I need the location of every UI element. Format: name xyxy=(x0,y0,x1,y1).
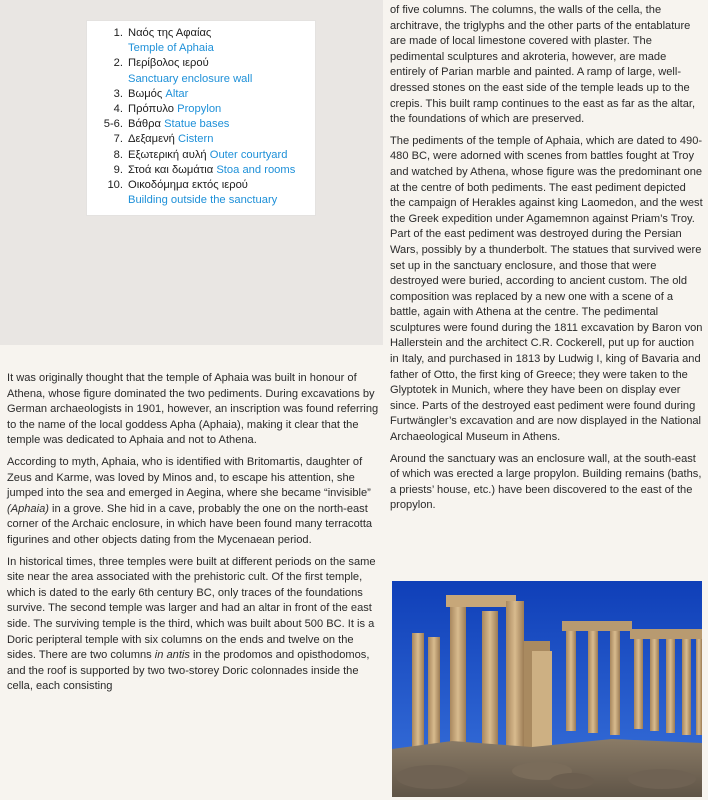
legend-greek-label: Περίβολος ιερού xyxy=(128,57,209,70)
legend-greek-label: Βωμός xyxy=(128,87,163,100)
plan-legend xyxy=(86,20,316,216)
legend-english-label: Outer courtyard xyxy=(209,148,288,161)
legend-text xyxy=(128,56,315,86)
legend-item xyxy=(101,26,315,56)
legend-item xyxy=(101,148,315,163)
site-plan-area xyxy=(0,0,383,345)
legend-english-label: Building outside the sanctuary xyxy=(128,194,278,207)
legend-number: 1. xyxy=(113,27,123,39)
legend-number: 5-6. xyxy=(103,118,123,131)
legend-item xyxy=(101,117,315,132)
italic-term: (Aphaia) xyxy=(7,502,49,515)
paragraph: Around the sanctuary was an enclosure wall, at the south-east of which was erected a large propylon. Building remains (baths, a priests’ house, etc.) have been discovered to the east of the propylon. xyxy=(390,452,702,512)
legend-number: 4. xyxy=(113,103,123,116)
text-run: in the prodomos and opisthodomos, and the roof is supported by two two-storey Doric colonnades inside the cella, each consisting xyxy=(7,649,370,693)
legend-item xyxy=(101,102,315,117)
legend-english-label: Temple of Aphaia xyxy=(128,42,214,55)
legend-text xyxy=(128,178,315,208)
legend-english-label: Stoa and rooms xyxy=(216,163,296,176)
legend-english-label: Propylon xyxy=(177,103,222,116)
legend-item xyxy=(101,163,315,178)
paragraph xyxy=(7,555,382,695)
legend-text xyxy=(128,117,315,132)
right-text-column xyxy=(390,3,704,520)
legend-english-label: Statue bases xyxy=(164,118,230,131)
legend-greek-label: Εξωτερική αυλή xyxy=(128,148,207,161)
legend-number: 9. xyxy=(113,163,123,176)
paragraph: of five columns. The columns, the walls of the cella, the architrave, the triglyphs and the other parts of the entablature are made of local limestone covered with plaster. The pedimental sculptures and akroteria, however, are made entirely of Parian marble and painted. A ramp of large, well-dressed stones on the east side of the temple leads up to the crepis. This built ramp continues to the east as far as the altar, the foundations of which are preserved. xyxy=(390,4,696,126)
text-run: In historical times, three temples were built at different periods on the same site near the area associated with the prehistoric cult. Of the first temple, which is dated to the early 6th century BC, only traces of the foundations survive. The second temple was larger and had an altar in front of the east side. The surviving temple is the third, which was built about 500 BC. It is a Doric peripteral temple with six columns on the ends and twelve on the sides. There are two columns xyxy=(7,555,376,662)
legend-greek-label: Ναός της Αφαίας xyxy=(128,27,212,39)
legend-english-label: Cistern xyxy=(178,133,214,146)
legend-text xyxy=(128,163,315,178)
left-text-column xyxy=(7,371,382,701)
legend-greek-label: Οικοδόμημα εκτός ιερού xyxy=(128,179,248,192)
paragraph: It was originally thought that the temple of Aphaia was built in honour of Athena, whose figure dominated the two pediments. During excavations by German archaeologists in 1901, however, an inscription was found referring to the name of the local goddess Apha (Aphaia), making it clear that the temple was dedicated to Aphaia and not to Athena. xyxy=(7,372,379,447)
legend-number: 2. xyxy=(113,57,123,70)
text-run: According to myth, Aphaia, who is identified with Britomartis, daughter of Zeus and Karme, was loved by Minos and, to escape his attention, she jumped into the sea and emerged in Aegina, where she became “invisible” xyxy=(7,455,371,500)
legend-item xyxy=(101,132,315,147)
legend-text xyxy=(128,26,315,56)
legend-text xyxy=(128,87,315,102)
legend-english-label: Sanctuary enclosure wall xyxy=(128,72,253,85)
temple-ruins-image xyxy=(392,581,702,797)
paragraph: The pediments of the temple of Aphaia, which are dated to 490-480 BC, were adorned with scenes from battles fought at Troy and watched by Athena, whose figure was the predominant one at the centre of both pediments. The east pediment depicted the campaign of Herakles against king Laomedon, and the west the Greek expedition under Agamemnon against Priam’s Troy. Part of the east pediment was destroyed during the Persian Wars, possibly by a thunderbolt. The statues that survived were set up in the sanctuary enclosure, and those that were destroyed were buried, according to ancient custom. The old composition was replaced by a new one with a scene of a battle, again with Athena at the centre. The pedimental sculptures were found during the 1811 excavation by Baron von Hallerstein and the architect C.R. Cockerell, put up for auction in Italy, and purchased in 1813 by Ludwig I, king of Bavaria and father of Otto, the first king of Greece; they were taken to the Glyptotek in Munich, where they have been on display ever since. Parts of the destroyed east pediment were found during Furtwängler’s excavation and are now displayed in the National Archaeological Museum in Athens. xyxy=(390,134,703,444)
legend-greek-label: Δεξαμενή xyxy=(128,133,175,146)
legend-greek-label: Στοά και δωμάτια xyxy=(128,163,214,176)
legend-number: 8. xyxy=(113,148,123,161)
text-run: in a grove. She hid in a cave, probably the one on the north-east corner of the Archaic enclosure, in which have been found many terracotta figurines and other objects dating from the Mycenaean period. xyxy=(7,502,373,546)
legend-number: 7. xyxy=(113,133,123,146)
legend-text xyxy=(128,132,315,147)
legend-text xyxy=(128,148,315,163)
legend-item xyxy=(101,56,315,86)
legend-number: 10. xyxy=(107,179,123,192)
paragraph xyxy=(7,455,382,549)
legend-item xyxy=(101,87,315,102)
legend-greek-label: Βάθρα xyxy=(128,118,161,131)
legend-number: 3. xyxy=(113,87,123,100)
legend-english-label: Altar xyxy=(165,87,189,100)
italic-term: in antis xyxy=(154,649,190,662)
temple-photo xyxy=(392,581,702,797)
legend-item xyxy=(101,178,315,208)
legend-greek-label: Πρόπυλο xyxy=(128,103,174,116)
legend-text xyxy=(128,102,315,117)
